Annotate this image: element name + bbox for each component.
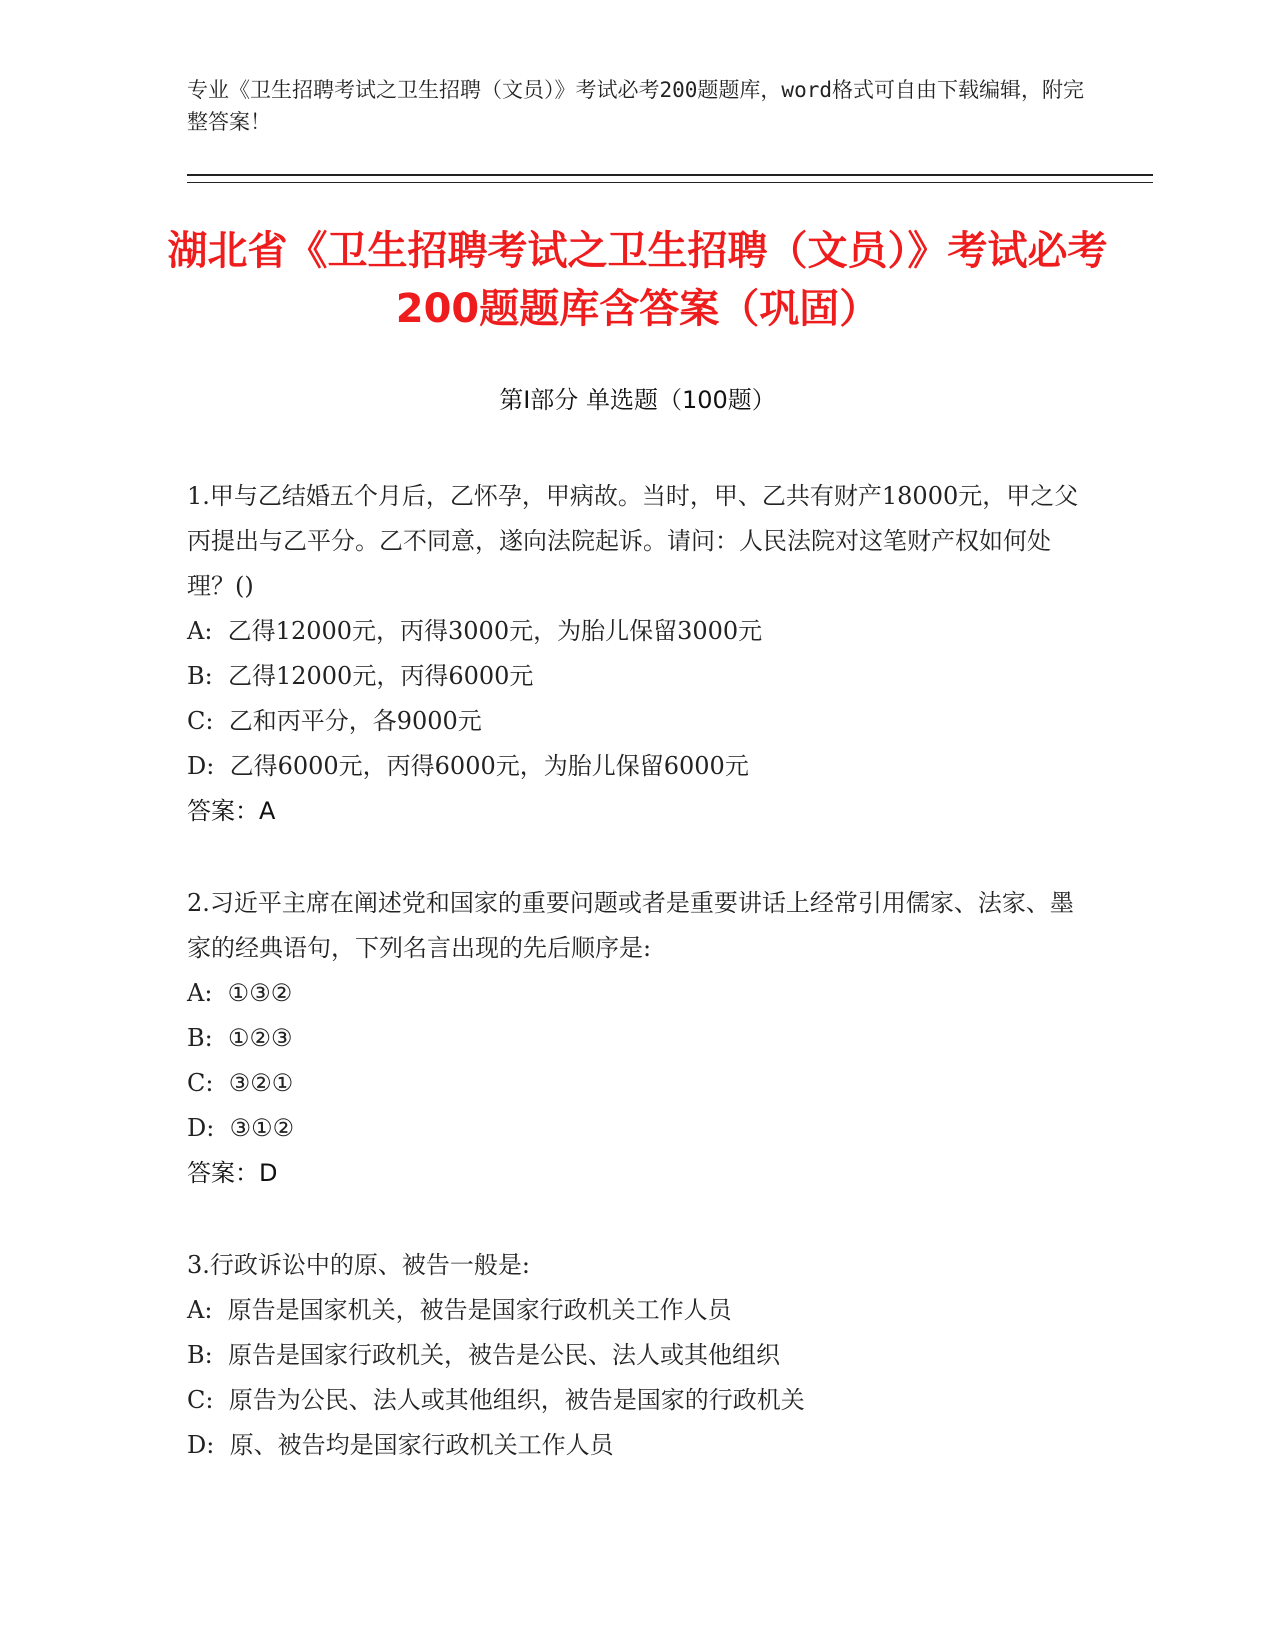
option-a: A: ①③② — [187, 979, 293, 1007]
option-d: D: 原、被告均是国家行政机关工作人员 — [187, 1431, 614, 1459]
option-a: A: 原告是国家机关，被告是国家行政机关工作人员 — [187, 1296, 732, 1324]
question-stem: 3.行政诉讼中的原、被告一般是: — [187, 1251, 530, 1279]
option-a: A: 乙得12000元，丙得3000元，为胎儿保留3000元 — [187, 617, 763, 645]
option-b: B: 原告是国家行政机关，被告是公民、法人或其他组织 — [187, 1341, 780, 1369]
option-c: C: 乙和丙平分，各9000元 — [187, 707, 482, 735]
option-c: C: 原告为公民、法人或其他组织，被告是国家的行政机关 — [187, 1386, 805, 1414]
header-rule-thick — [187, 174, 1153, 176]
header-note: 专业《卫生招聘考试之卫生招聘（文员）》考试必考200题题库，word格式可自由下载编辑，附完整答案！ — [187, 78, 1084, 134]
document-title: 湖北省《卫生招聘考试之卫生招聘（文员）》考试必考200题题库含答案（巩固） — [167, 228, 1108, 332]
question-2 — [187, 881, 1087, 1196]
question-1 — [187, 474, 1087, 834]
option-b: B: ①②③ — [187, 1024, 293, 1052]
answer: 答案：A — [187, 797, 276, 825]
question-stem: 1.甲与乙结婚五个月后，乙怀孕，甲病故。当时，甲、乙共有财产18000元，甲之父丙提出与乙平分。乙不同意，遂向法院起诉。请问：人民法院对这笔财产权如何处理？() — [187, 482, 1079, 600]
question-list — [187, 474, 1087, 1515]
question-stem: 2.习近平主席在阐述党和国家的重要问题或者是重要讲话上经常引用儒家、法家、墨家的经典语句，下列名言出现的先后顺序是: — [187, 889, 1074, 962]
header-rule-thin — [187, 182, 1153, 183]
option-c: C: ③②① — [187, 1069, 294, 1097]
answer: 答案：D — [187, 1159, 278, 1187]
section-heading: 第Ⅰ部分 单选题（100题） — [499, 386, 776, 414]
option-b: B: 乙得12000元，丙得6000元 — [187, 662, 534, 690]
option-d: D: ③①② — [187, 1114, 295, 1142]
option-d: D: 乙得6000元，丙得6000元，为胎儿保留6000元 — [187, 752, 749, 780]
question-3 — [187, 1243, 1087, 1468]
